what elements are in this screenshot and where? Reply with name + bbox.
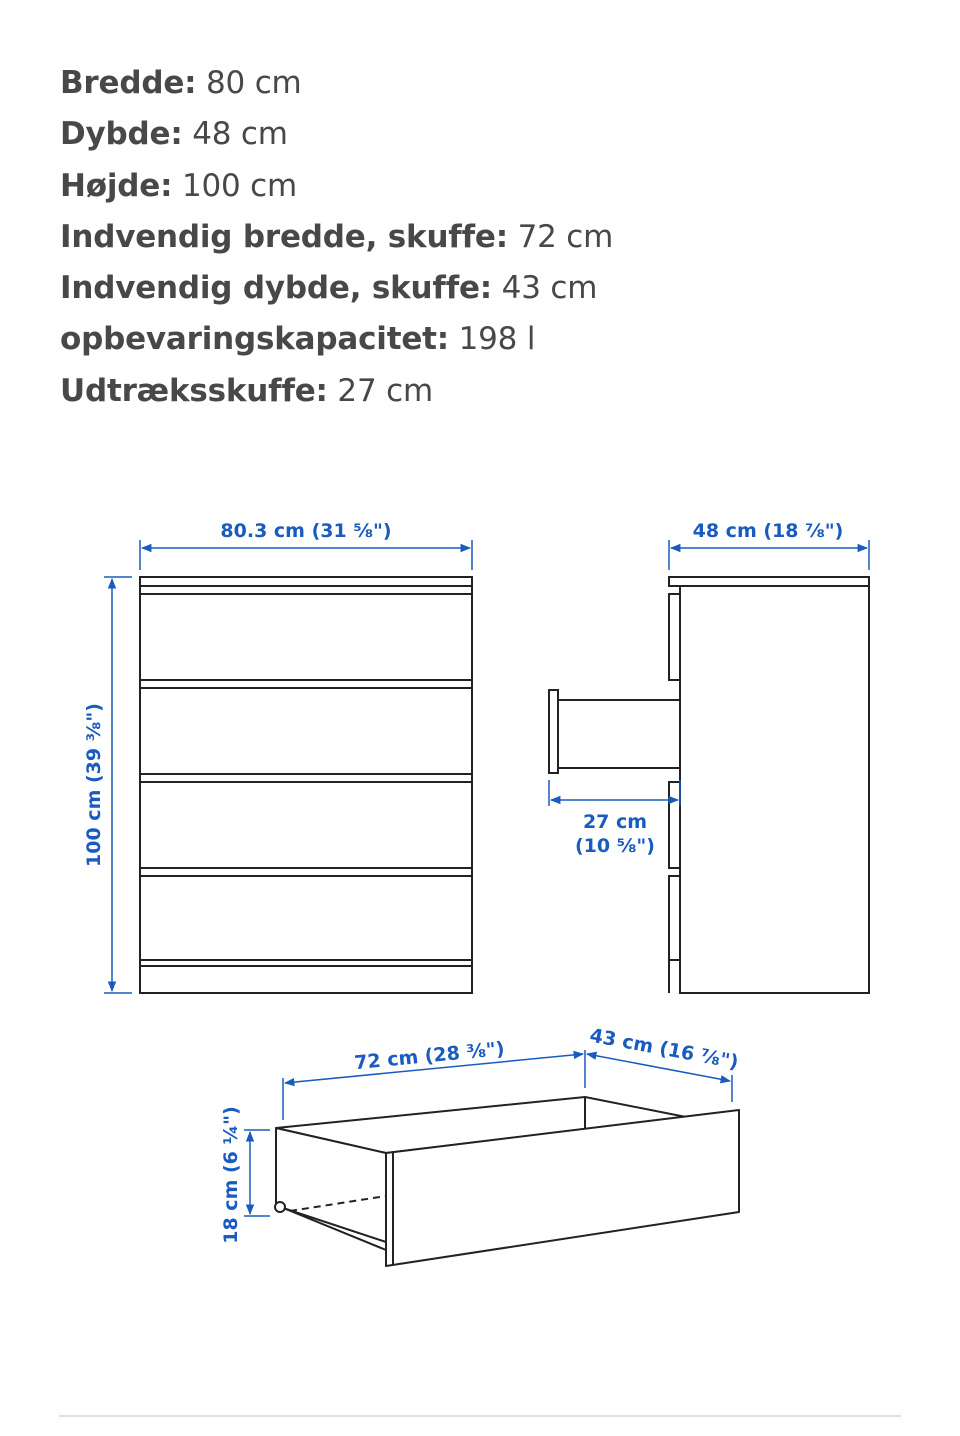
side-view-dresser [549,577,869,993]
spec-value: 72 cm [517,218,614,255]
front-width-label: 80.3 cm (31 ⅝") [220,520,392,542]
height-label: 100 cm (39 ⅜") [83,703,105,867]
spec-label: Bredde: [60,65,197,101]
extension-in-label: (10 ⅝") [575,835,655,857]
spec-value: 43 cm [501,270,598,307]
spec-value: 198 l [458,321,536,358]
spec-value: 80 cm [206,65,302,101]
side-depth-label: 48 cm (18 ⅞") [692,520,844,542]
drawer-width-label: 72 cm (28 ⅜") [353,1037,506,1075]
section-divider [59,1415,901,1417]
spec-label: Indvendig dybde, skuffe: [60,270,493,307]
spec-value: 48 cm [192,116,288,153]
drawer-depth-label: 43 cm (16 ⅞") [587,1024,741,1074]
spec-value: 27 cm [337,372,433,409]
spec-label: Udtræksskuffe: [60,372,328,409]
front-width-dimension [140,540,472,570]
extension-dimension [549,780,680,806]
extension-cm-label: 27 cm [582,811,648,833]
height-dimension [104,577,132,993]
front-view-dresser [140,577,472,993]
spec-label: opbevaringskapacitet: [60,321,449,358]
drawer-illustration [275,1097,739,1266]
spec-label: Indvendig bredde, skuffe: [60,218,508,255]
spec-value: 100 cm [181,167,298,204]
spec-label: Dybde: [60,116,183,153]
side-depth-dimension [669,540,869,570]
drawer-height-label: 18 cm (6 ¼") [220,1106,242,1244]
spec-label: Højde: [60,167,173,204]
